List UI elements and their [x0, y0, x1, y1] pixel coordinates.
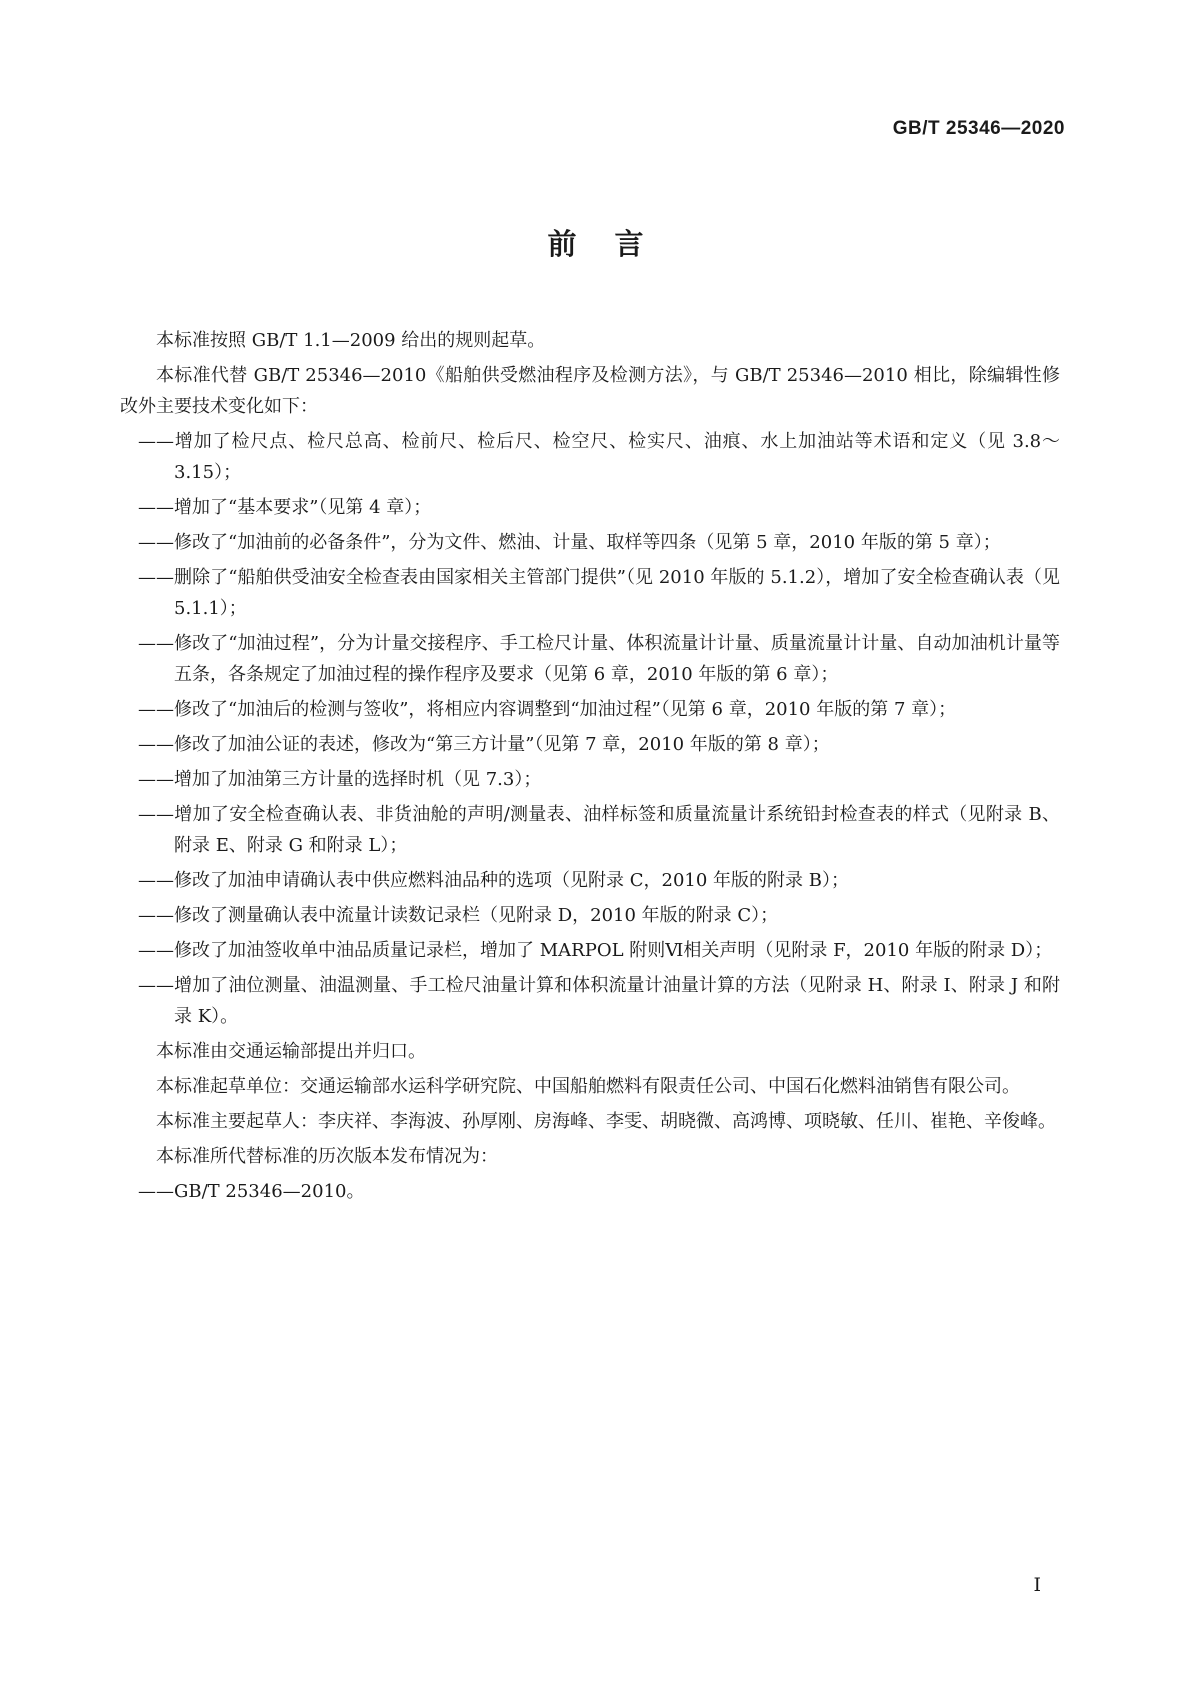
paragraph-proposer: 本标准由交通运输部提出并归口。: [156, 1041, 426, 1062]
history-list: [120, 1176, 1060, 1207]
list-item: ——修改了加油签收单中油品质量记录栏，增加了 MARPOL 附则Ⅵ相关声明（见附录 F，2010 年版的附录 D）；: [138, 940, 1053, 961]
list-item: ——GB/T 25346—2010。: [138, 1181, 365, 1202]
list-item: ——修改了加油公证的表述，修改为“第三方计量”（见第 7 章，2010 年版的第 8 章）；: [138, 734, 830, 755]
paragraph-drafting-rules: 本标准按照 GB/T 1.1—2009 给出的规则起草。: [156, 330, 546, 351]
paragraph-replacement: 本标准代替 GB/T 25346—2010《船舶供受燃油程序及检测方法》，与 GB/T 25346—2010 相比，除编辑性修改外主要技术变化如下：: [120, 365, 1060, 417]
changes-list: [120, 426, 1060, 1032]
list-item: ——增加了“基本要求”（见第 4 章）；: [138, 497, 432, 518]
page-number: I: [1033, 1574, 1041, 1596]
page-title: 前言: [547, 227, 682, 261]
list-item: ——删除了“船舶供受油安全检查表由国家相关主管部门提供”（见 2010 年版的 5.1.2），增加了安全检查确认表（见 5.1.1）；: [138, 567, 1060, 619]
list-item: ——修改了“加油前的必备条件”，分为文件、燃油、计量、取样等四条（见第 5 章，2010 年版的第 5 章）；: [138, 532, 1001, 553]
list-item: ——修改了测量确认表中流量计读数记录栏（见附录 D，2010 年版的附录 C）；: [138, 905, 779, 926]
list-item: ——增加了安全检查确认表、非货油舱的声明/测量表、油样标签和质量流量计系统铅封检查表的样式（见附录 B、附录 E、附录 G 和附录 L）；: [138, 804, 1060, 856]
list-item: ——修改了“加油过程”，分为计量交接程序、手工检尺计量、体积流量计计量、质量流量计计量、自动加油机计量等五条，各条规定了加油过程的操作程序及要求（见第 6 章，2010 年版的第 6 章）；: [138, 633, 1060, 685]
paragraph-history-intro: 本标准所代替标准的历次版本发布情况为：: [156, 1146, 498, 1167]
list-item: ——修改了“加油后的检测与签收”，将相应内容调整到“加油过程”（见第 6 章，2010 年版的第 7 章）；: [138, 699, 957, 720]
paragraph-drafters: 本标准主要起草人：李庆祥、李海波、孙厚刚、房海峰、李雯、胡晓微、高鸿博、项晓敏、任川、崔艳、辛俊峰。: [156, 1111, 1056, 1132]
paragraph-drafting-units: 本标准起草单位：交通运输部水运科学研究院、中国船舶燃料有限责任公司、中国石化燃料油销售有限公司。: [156, 1076, 1020, 1097]
standard-code: GB/T 25346—2020: [892, 118, 1065, 139]
list-item: ——增加了油位测量、油温测量、手工检尺油量计算和体积流量计油量计算的方法（见附录 H、附录 I、附录 J 和附录 K）。: [138, 975, 1060, 1027]
list-item: ——增加了加油第三方计量的选择时机（见 7.3）；: [138, 769, 542, 790]
list-item: ——增加了检尺点、检尺总高、检前尺、检后尺、检空尺、检实尺、油痕、水上加油站等术语和定义（见 3.8～3.15）；: [138, 431, 1060, 483]
list-item: ——修改了加油申请确认表中供应燃料油品种的选项（见附录 C，2010 年版的附录 B）；: [138, 870, 849, 891]
foreword-body: [120, 325, 1060, 1211]
